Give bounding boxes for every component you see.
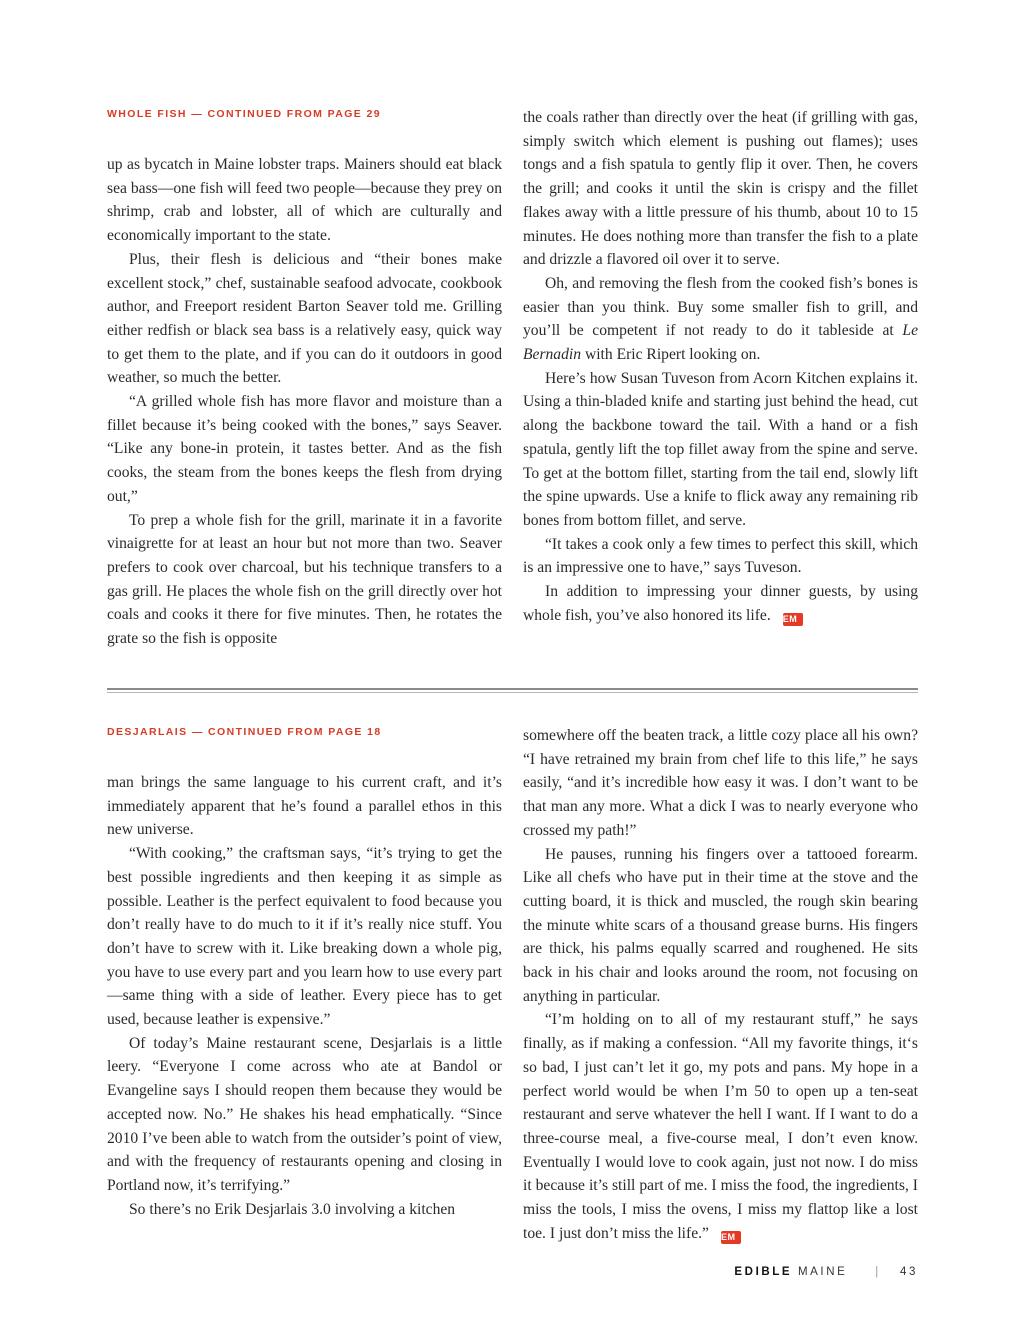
whole-fish-right-column	[523, 106, 918, 627]
page-number: 43	[900, 1266, 918, 1278]
body-paragraph: Plus, their flesh is delicious and “their bones make excellent stock,” chef, sustainable seafood advocate, cookbook author, and Freeport resident Barton Seaver told me. Grilling either redfish or black sea bass is a relatively easy, quick way to get them to the plate, and if you can do it outdoors in good weather, so much the better.	[107, 250, 502, 387]
body-paragraph: “A grilled whole fish has more flavor and moisture than a fillet because it’s being cooked with the bones,” says Seaver. “Like any bone-in protein, it tastes better. And as the fish cooks, the steam from the bones keeps the flesh from drying out,”	[107, 393, 502, 505]
body-paragraph: the coals rather than directly over the heat (if grilling with gas, simply switch which element is pushing out flames); uses tongs and a fish spatula to gently flip it over. Then, he covers the grill; and cooks it until the skin is crispy and the fillet flakes away with a little pressure of his thumb, about 10 to 15 minutes. He does nothing more than transfer the fish to a plate and drizzle a flavored oil over it to serve.	[523, 109, 918, 269]
desjarlais-left-column	[107, 724, 502, 1221]
footer-brand-light: MAINE	[797, 1266, 848, 1278]
desjarlais-continued-kicker: DESJARLAIS — CONTINUED FROM PAGE 18	[107, 726, 382, 738]
body-paragraph: So there’s no Erik Desjarlais 3.0 involving a kitchen	[129, 1200, 456, 1218]
desjarlais-section	[107, 724, 918, 1254]
desjarlais-right-column	[523, 724, 918, 1245]
whole-fish-section	[107, 106, 918, 651]
footer-brand-bold: EDIBLE	[734, 1266, 793, 1278]
end-mark-icon: EM	[721, 1231, 741, 1244]
body-paragraph: Here’s how Susan Tuveson from Acorn Kitchen explains it. Using a thin-bladed knife and starting just behind the head, cut along the backbone toward the tail. With a hand or a fish spatula, gently lift the top fillet away from the spine and serve. To get at the bottom fillet, starting from the tail end, slowly lift the spine upwards. Use a knife to flick away any remaining rib bones from bottom fillet, and serve.	[523, 369, 918, 529]
body-paragraph: In addition to impressing your dinner guests, by using whole fish, you’ve also honored its life. EM	[523, 583, 918, 624]
end-mark-icon: EM	[783, 613, 803, 626]
body-paragraph: man brings the same language to his current craft, and it’s immediately apparent that he’s found a parallel ethos in this new universe.	[107, 774, 502, 839]
body-paragraph: “I’m holding on to all of my restaurant stuff,” he says finally, as if making a confession. “All my favorite things, it‘s so bad, I just can’t let it go, my pots and pans. My hope in a perfect world would be when I’m 50 to open up a ten-seat restaurant and serve whatever the hell I want. If I want to do a three-course meal, a five-course meal, I don’t even know. Eventually I would love to cook again, just not now. I do miss it because it’s still part of me. I miss the food, the ingredients, I miss the tools, I miss the ovens, I miss my flattop like a lost toe. I just don’t miss the life.” EM	[523, 1011, 918, 1242]
body-paragraph: “With cooking,” the craftsman says, “it’s trying to get the best possible ingredients and then keeping it as simple as possible. Leather is the perfect equivalent to food because you don’t really have to do much to it if it’s really nice stuff. You don’t have to screw with it. Like breaking down a whole pig, you have to use every part and you learn how to use every part—same thing with a side of leather. Every piece has to get used, because leather is expensive.”	[107, 845, 502, 1029]
body-paragraph: Oh, and removing the flesh from the cooked fish’s bones is easier than you think. Buy some smaller fish to grill, and you’ll be competent if not ready to do it tableside at Le Bernadin with Eric Ripert looking on.	[523, 274, 918, 364]
page-footer	[734, 1266, 918, 1278]
body-paragraph: Of today’s Maine restaurant scene, Desjarlais is a little leery. “Everyone I come across who ate at Bandol or Evangeline says I should reopen them because they would be accepted now. No.” He shakes his head emphatically. “Since 2010 I’ve been able to watch from the outsider’s point of view, and with the frequency of restaurants opening and closing in Portland now, it’s terrifying.”	[107, 1034, 502, 1194]
body-paragraph: To prep a whole fish for the grill, marinate it in a favorite vinaigrette for at least an hour but not more than two. Seaver prefers to cook over charcoal, but his technique transfers to a gas grill. He places the whole fish on the grill directly over hot coals and cooks it there for five minutes. Then, he rotates the grate so the fish is opposite	[107, 511, 502, 648]
body-paragraph: He pauses, running his fingers over a tattooed forearm. Like all chefs who have put in their time at the stove and the cutting board, it is thick and muscled, the rough skin bearing the minute white scars of a thousand grease burns. His fingers are thick, his palms equally scarred and roughened. He sits back in his chair and looks around the room, not focusing on anything in particular.	[523, 845, 918, 1005]
whole-fish-continued-kicker: WHOLE FISH — CONTINUED FROM PAGE 29	[107, 108, 381, 120]
body-paragraph: “It takes a cook only a few times to perfect this skill, which is an impressive one to have,” says Tuveson.	[523, 535, 918, 577]
body-paragraph: up as bycatch in Maine lobster traps. Mainers should eat black sea bass—one fish will feed two people—because they prey on shrimp, crab and lobster, all of which are culturally and economically important to the state.	[107, 156, 502, 245]
whole-fish-left-column	[107, 106, 502, 651]
restaurant-name: Le Bernadin	[523, 322, 918, 364]
body-paragraph: somewhere off the beaten track, a little cozy place all his own? “I have retrained my brain from chef life to this life,” he says easily, “and it’s incredible how easy it was. I don’t want to be that man any more. What a dick I was to nearly everyone who crossed my path!”	[523, 727, 918, 839]
footer-separator: |	[875, 1266, 879, 1278]
section-divider	[107, 688, 918, 693]
